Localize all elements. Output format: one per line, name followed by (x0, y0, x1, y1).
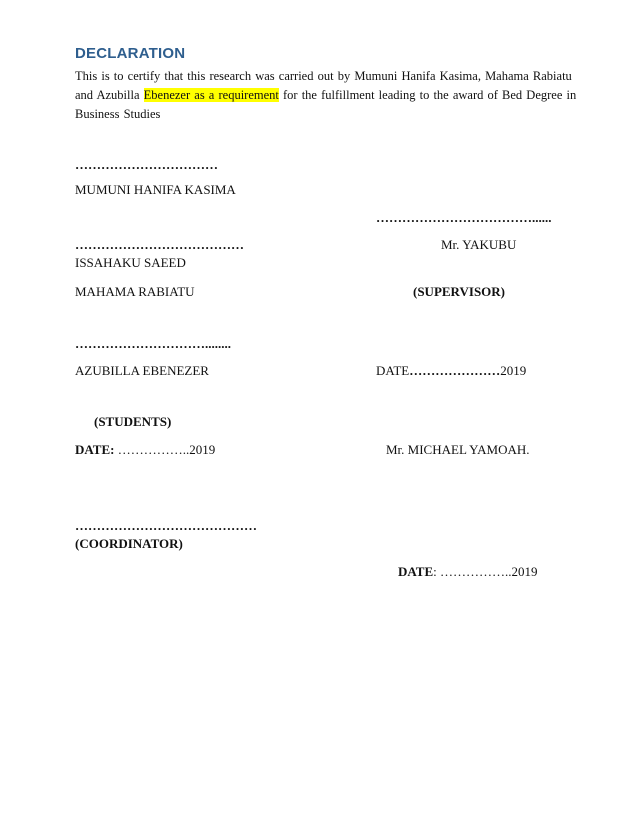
declaration-line-2-pre: and Azubilla (75, 88, 144, 102)
students-date-label: DATE: (75, 442, 115, 457)
supervisor-date-year: 2019 (500, 363, 527, 378)
student-name-1: MUMUNI HANIFA KASIMA (75, 182, 236, 197)
coordinator-date-label: DATE (398, 564, 434, 579)
signature-line-student-1: …………………………… (75, 157, 218, 172)
coordinator-date-value: : ……………..2019 (433, 564, 538, 579)
students-date-value: ……………..2019 (114, 442, 216, 457)
declaration-line-2 (75, 87, 576, 103)
coordinator-date (398, 564, 538, 580)
coordinator-role: (COORDINATOR) (75, 536, 183, 551)
signature-line-coordinator: …………………………………… (75, 518, 257, 533)
student-name-2: ISSAHAKU SAEED (75, 255, 186, 270)
supervisor-date (376, 363, 526, 379)
supervisor-date-label: DATE (376, 363, 410, 378)
declaration-line-1: This is to certify that this research was carried out by Mumuni Hanifa Kasima, Mahama Rabiatu (75, 69, 572, 83)
student-name-4: AZUBILLA EBENEZER (75, 363, 209, 378)
students-date (75, 442, 215, 458)
page-title: DECLARATION (75, 45, 186, 62)
coordinator-name: Mr. MICHAEL YAMOAH. (386, 442, 530, 457)
signature-line-student-4: …………………………........ (75, 336, 231, 351)
declaration-line-3: Business Studies (75, 107, 161, 121)
signature-line-student-2: ………………………………… (75, 237, 244, 252)
supervisor-name: Mr. YAKUBU (441, 237, 517, 252)
supervisor-date-dots: ………………… (409, 363, 501, 378)
students-role: (STUDENTS) (94, 414, 172, 429)
signature-line-supervisor: ………………………………...... (376, 210, 552, 225)
student-name-3: MAHAMA RABIATU (75, 284, 195, 299)
supervisor-role: (SUPERVISOR) (413, 284, 505, 299)
highlighted-text: Ebenezer as a requirement (143, 88, 279, 102)
declaration-line-2-post: for the fulfillment leading to the award of Bed Degree in (278, 88, 577, 102)
